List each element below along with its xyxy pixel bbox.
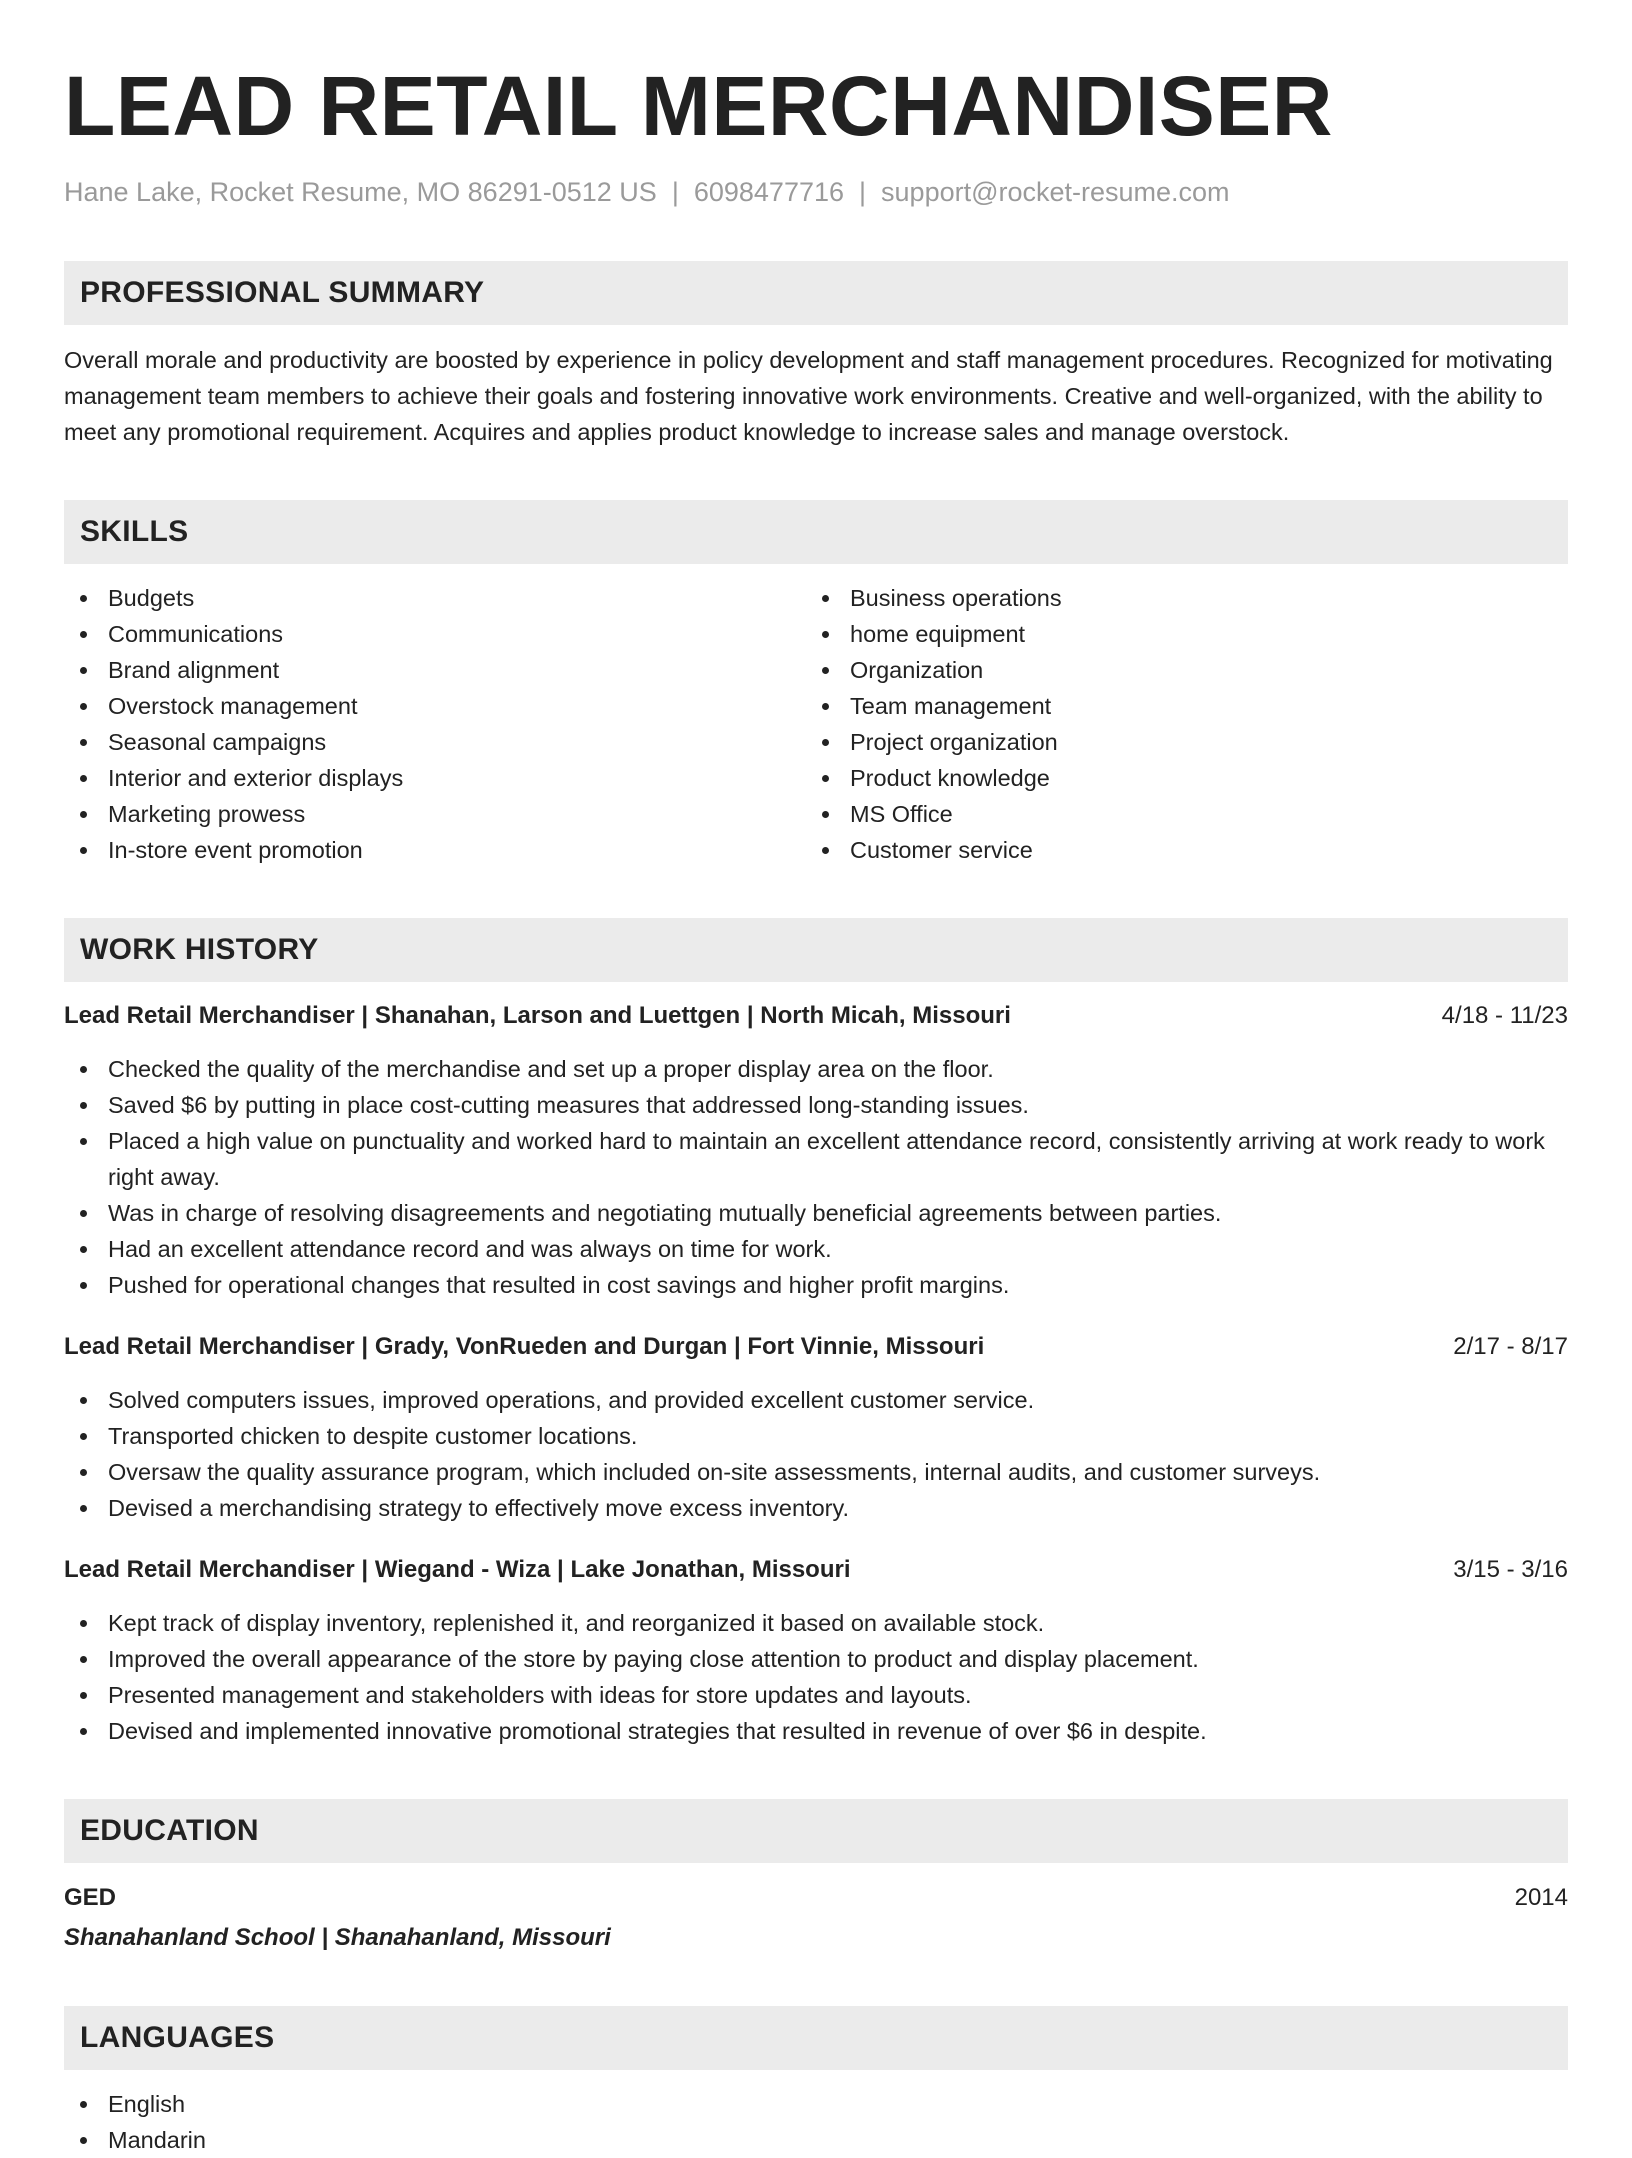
job-bullet: Presented management and stakeholders with ideas for store updates and layouts. xyxy=(64,1677,1568,1713)
job-header xyxy=(64,1329,1568,1365)
contact-email: support@rocket-resume.com xyxy=(881,177,1230,207)
education-header xyxy=(64,1880,1568,1916)
skill-item: Project organization xyxy=(806,724,1548,760)
language-item: Mandarin xyxy=(64,2122,1568,2158)
skill-item: Interior and exterior displays xyxy=(64,760,806,796)
job-bullet: Improved the overall appearance of the store by paying close attention to product and display placement. xyxy=(64,1641,1568,1677)
job-entry xyxy=(64,1329,1568,1526)
skill-item: Product knowledge xyxy=(806,760,1548,796)
education-school: Shanahanland School | Shanahanland, Missouri xyxy=(64,1924,611,1951)
skill-item: Organization xyxy=(806,652,1548,688)
skill-item: Brand alignment xyxy=(64,652,806,688)
skill-item: Team management xyxy=(806,688,1548,724)
job-bullet: Placed a high value on punctuality and worked hard to maintain an excellent attendance record, consistently arriving at work ready to work right away. xyxy=(64,1123,1568,1195)
language-item: English xyxy=(64,2086,1568,2122)
job-bullet: Saved $6 by putting in place cost-cutting measures that addressed long-standing issues. xyxy=(64,1087,1568,1123)
skills-column-right xyxy=(806,580,1548,868)
section-heading-work-history: WORK HISTORY xyxy=(64,918,1568,982)
job-header xyxy=(64,998,1568,1034)
job-bullet: Oversaw the quality assurance program, which included on-site assessments, internal audits, and customer surveys. xyxy=(64,1454,1568,1490)
job-bullet: Devised a merchandising strategy to effectively move excess inventory. xyxy=(64,1490,1568,1526)
job-dates: 3/15 - 3/16 xyxy=(1453,1556,1568,1583)
job-entry xyxy=(64,1552,1568,1749)
section-heading-languages: LANGUAGES xyxy=(64,2006,1568,2070)
summary-text: Overall morale and productivity are boosted by experience in policy development and staff management procedures. Recognized for motivating management team members to achieve their goals and fostering innovative work environments. Creative and well-organized, with the ability to meet any promotional requirement. Acquires and applies product knowledge to increase sales and manage overstock. xyxy=(64,347,1553,445)
skills-column-left xyxy=(64,580,806,868)
job-bullets xyxy=(64,1051,1568,1303)
job-bullet: Had an excellent attendance record and was always on time for work. xyxy=(64,1231,1568,1267)
section-heading-education: EDUCATION xyxy=(64,1799,1568,1863)
job-bullet: Checked the quality of the merchandise and set up a proper display area on the floor. xyxy=(64,1051,1568,1087)
contact-phone: 6098477716 xyxy=(693,177,845,207)
skill-item: Customer service xyxy=(806,832,1548,868)
skill-item: Overstock management xyxy=(64,688,806,724)
job-bullets xyxy=(64,1382,1568,1526)
job-dates: 4/18 - 11/23 xyxy=(1441,1002,1568,1029)
contact-separator: | xyxy=(859,177,867,207)
section-heading-skills: SKILLS xyxy=(64,500,1568,564)
job-header xyxy=(64,1552,1568,1588)
skill-item: Marketing prowess xyxy=(64,796,806,832)
job-title: Lead Retail Merchandiser | Grady, VonRueden and Durgan | Fort Vinnie, Missouri xyxy=(64,1333,985,1360)
skill-item: home equipment xyxy=(806,616,1548,652)
job-entry xyxy=(64,998,1568,1303)
job-bullets xyxy=(64,1605,1568,1749)
section-heading-summary: PROFESSIONAL SUMMARY xyxy=(64,261,1568,325)
job-title: Lead Retail Merchandiser | Shanahan, Larson and Luettgen | North Micah, Missouri xyxy=(64,1002,1011,1029)
skill-item: MS Office xyxy=(806,796,1548,832)
job-bullet: Kept track of display inventory, replenished it, and reorganized it based on available stock. xyxy=(64,1605,1568,1641)
job-bullet: Was in charge of resolving disagreements and negotiating mutually beneficial agreements between parties. xyxy=(64,1195,1568,1231)
contact-address: Hane Lake, Rocket Resume, MO 86291-0512 US xyxy=(64,177,657,207)
job-bullet: Transported chicken to despite customer locations. xyxy=(64,1418,1568,1454)
skill-item: Communications xyxy=(64,616,806,652)
skills-list xyxy=(64,580,1568,868)
job-bullet: Solved computers issues, improved operations, and provided excellent customer service. xyxy=(64,1382,1568,1418)
candidate-name: LEAD RETAIL MERCHANDISER xyxy=(64,59,1333,153)
education-degree: GED xyxy=(64,1884,117,1911)
contact-line xyxy=(64,176,1568,208)
skill-item: Seasonal campaigns xyxy=(64,724,806,760)
languages-list xyxy=(64,2086,1568,2158)
skill-item: Business operations xyxy=(806,580,1548,616)
resume-page xyxy=(64,0,1568,2158)
job-bullet: Pushed for operational changes that resulted in cost savings and higher profit margins. xyxy=(64,1267,1568,1303)
job-dates: 2/17 - 8/17 xyxy=(1453,1333,1568,1360)
job-bullet: Devised and implemented innovative promotional strategies that resulted in revenue of over $6 in despite. xyxy=(64,1713,1568,1749)
skill-item: In-store event promotion xyxy=(64,832,806,868)
contact-separator: | xyxy=(671,177,679,207)
skill-item: Budgets xyxy=(64,580,806,616)
education-year: 2014 xyxy=(1514,1884,1568,1911)
job-title: Lead Retail Merchandiser | Wiegand - Wiza | Lake Jonathan, Missouri xyxy=(64,1556,851,1583)
